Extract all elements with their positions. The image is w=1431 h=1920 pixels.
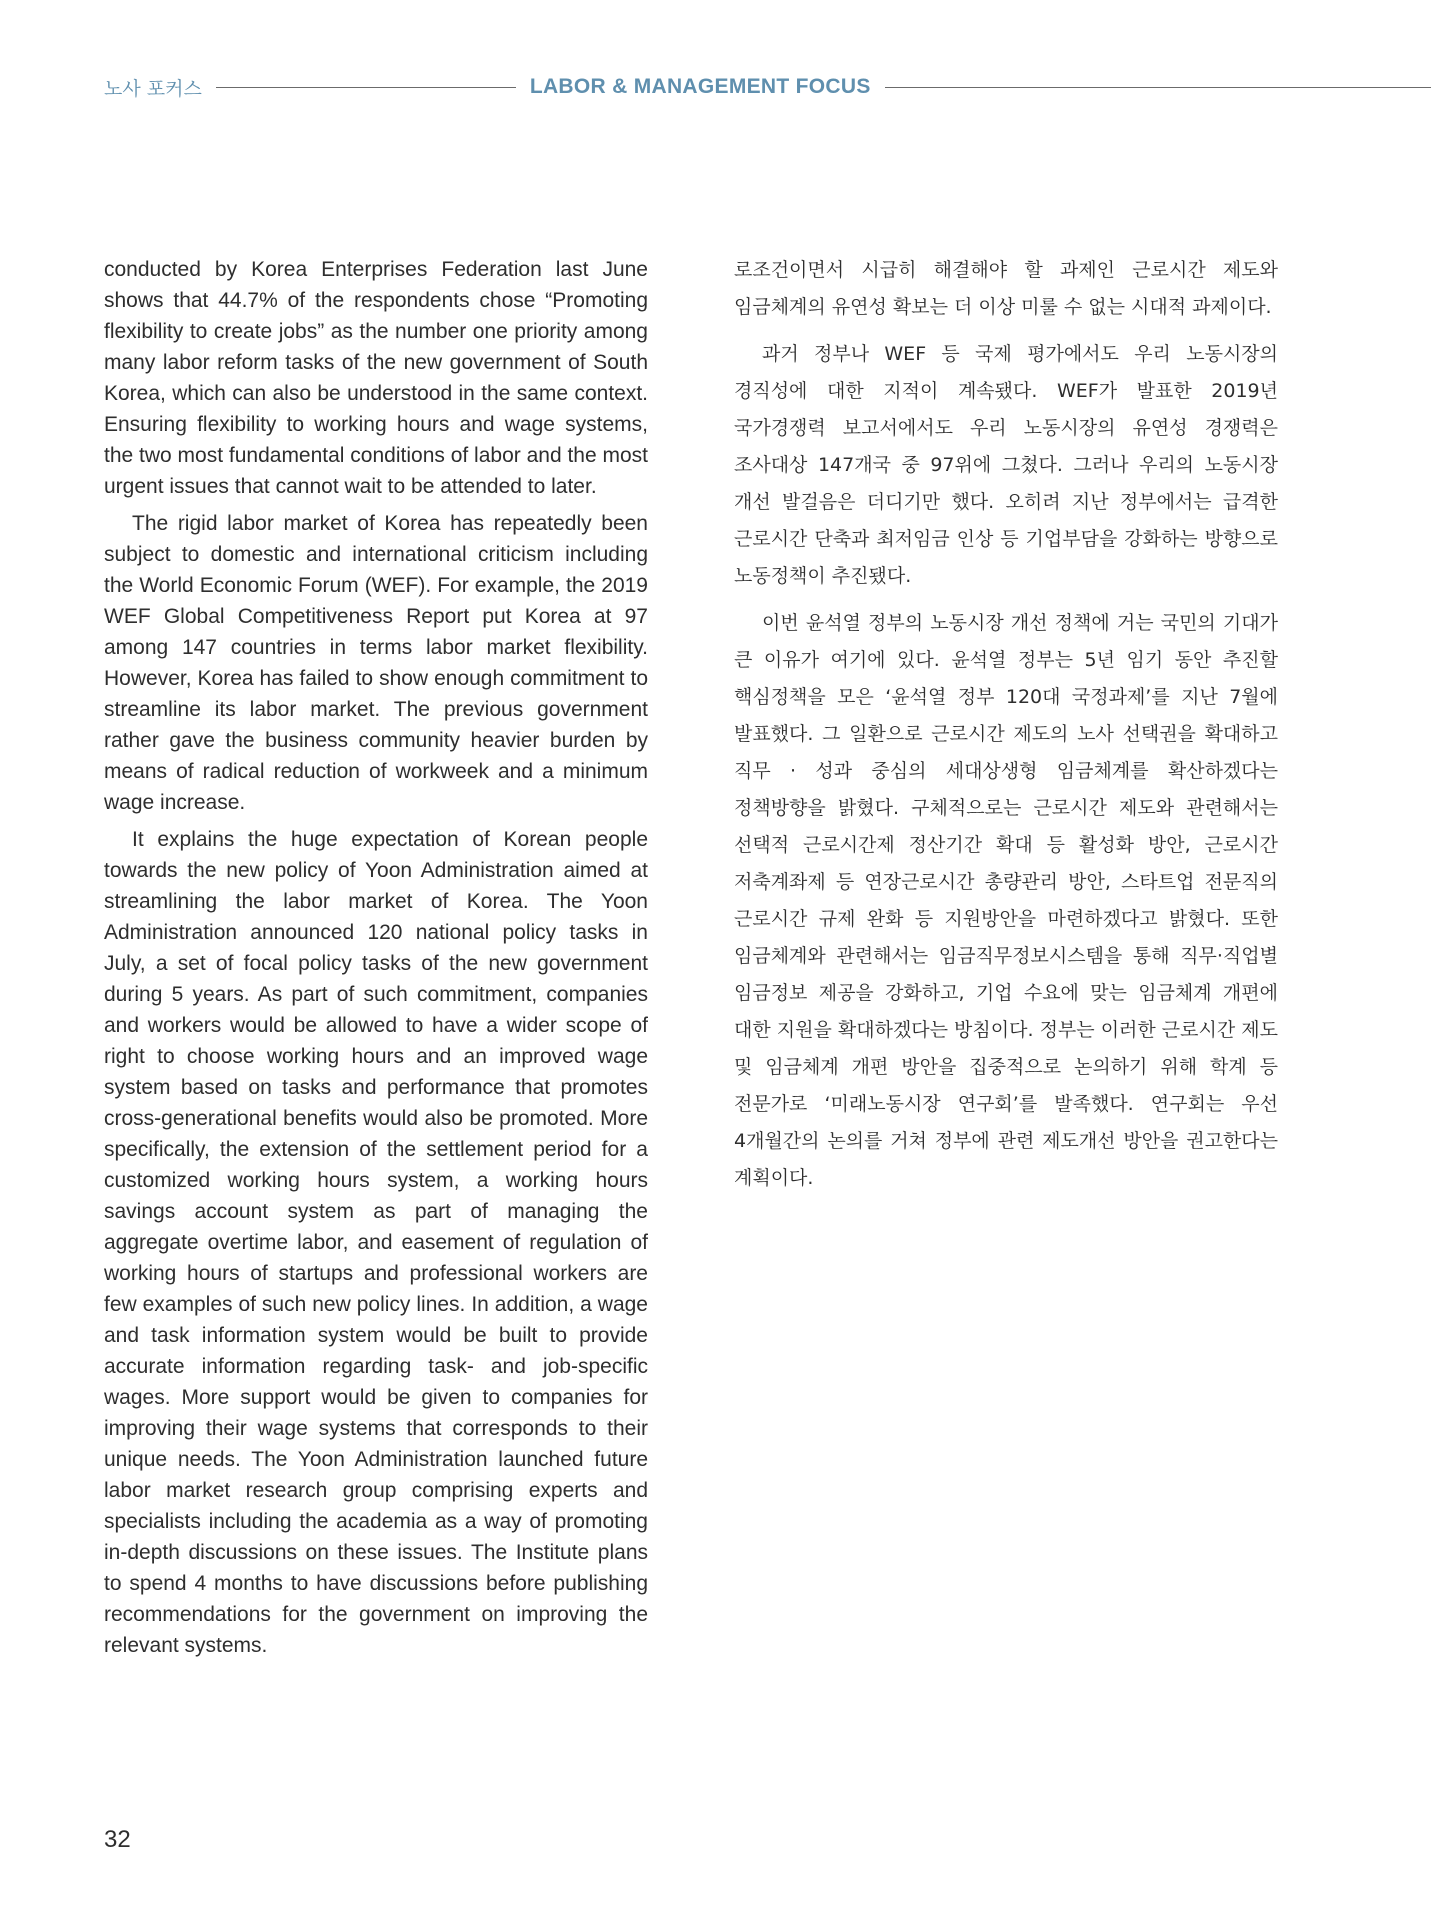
section-title-english: LABOR & MANAGEMENT FOCUS bbox=[529, 75, 871, 98]
english-paragraph-3: It explains the huge expectation of Korean people towards the new policy of Yoon Administration aimed at streamlining the labor market of Korea. The Yoon Administration announced 120 national policy tasks in July, a set of focal policy tasks of the new government during 5 years. As part of such commitment, companies and workers would be allowed to have a wider scope of right to choose working hours and an improved wage system based on tasks and performance that promotes cross-generational benefits would also be promoted. More specifically, the extension of the settlement period for a customized working hours system, a working hours savings account system as part of managing the aggregate overtime labor, and easement of regulation of working hours of startups and professional workers are few examples of such new policy lines. In addition, a wage and task information system would be built to provide accurate information regarding task- and job-specific wages. More support would be given to companies for improving their wage systems that corresponds to their unique needs. The Yoon Administration launched future labor market research group comprising experts and specialists including the academia as a way of promoting in-depth discussions on these issues. The Institute plans to spend 4 months to have discussions before publishing recommendations for the government on improving the relevant systems. bbox=[104, 828, 648, 1657]
header-divider bbox=[885, 87, 1431, 88]
korean-paragraph-2: 과거 정부나 WEF 등 국제 평가에서도 우리 노동시장의 경직성에 대한 지적이 계속됐다. WEF가 발표한 2019년 국가경쟁력 보고서에서도 우리 노동시장의 유연성 경쟁력은 조사대상 147개국 중 97위에 그쳤다. 그러나 우리의 노동시장 개선 발걸음은 더디기만 했다. 오히려 지난 정부에서는 급격한 근로시간 단축과 최저임금 인상 등 기업부담을 강화하는 방향으로 노동정책이 추진됐다. bbox=[734, 343, 1278, 587]
section-title-korean: 노사 포커스 bbox=[104, 77, 202, 100]
header-divider bbox=[216, 87, 516, 88]
korean-column bbox=[734, 252, 1278, 1207]
korean-paragraph-1: 로조건이면서 시급히 해결해야 할 과제인 근로시간 제도와 임금체계의 유연성 확보는 더 이상 미룰 수 없는 시대적 과제이다. bbox=[734, 259, 1278, 318]
english-paragraph-2: The rigid labor market of Korea has repeatedly been subject to domestic and international criticism including the World Economic Forum (WEF). For example, the 2019 WEF Global Competitiveness Report put Korea at 97 among 147 countries in terms labor market flexibility. However, Korea has failed to show enough commitment to streamline its labor market. The previous government rather gave the business community heavier burden by means of radical reduction of workweek and a minimum wage increase. bbox=[104, 512, 648, 814]
english-paragraph-1: conducted by Korea Enterprises Federation last June shows that 44.7% of the respondents chose “Promoting flexibility to create jobs” as the number one priority among many labor reform tasks of the new government of South Korea, which can also be understood in the same context. Ensuring flexibility to working hours and wage systems, the two most fundamental conditions of labor and the most urgent issues that cannot wait to be attended to later. bbox=[104, 258, 648, 498]
page-number: 32 bbox=[104, 1826, 131, 1853]
english-column bbox=[104, 254, 648, 1667]
page-header bbox=[104, 72, 1431, 102]
korean-paragraph-3: 이번 윤석열 정부의 노동시장 개선 정책에 거는 국민의 기대가 큰 이유가 여기에 있다. 윤석열 정부는 5년 임기 동안 추진할 핵심정책을 모은 ‘윤석열 정부 120대 국정과제’를 지난 7월에 발표했다. 그 일환으로 근로시간 제도의 노사 선택권을 확대하고 직무 · 성과 중심의 세대상생형 임금체계를 확산하겠다는 정책방향을 밝혔다. 구체적으로는 근로시간 제도와 관련해서는 선택적 근로시간제 정산기간 확대 등 활성화 방안, 근로시간 저축계좌제 등 연장근로시간 총량관리 방안, 스타트업 전문직의 근로시간 규제 완화 등 지원방안을 마련하겠다고 밝혔다. 또한 임금체계와 관련해서는 임금직무정보시스템을 통해 직무·직업별 임금정보 제공을 강화하고, 기업 수요에 맞는 임금체계 개편에 대한 지원을 확대하겠다는 방침이다. 정부는 이러한 근로시간 제도 및 임금체계 개편 방안을 집중적으로 논의하기 위해 학계 등 전문가로 ‘미래노동시장 연구회’를 발족했다. 연구회는 우선 4개월간의 논의를 거쳐 정부에 관련 제도개선 방안을 권고한다는 계획이다. bbox=[734, 612, 1278, 1189]
